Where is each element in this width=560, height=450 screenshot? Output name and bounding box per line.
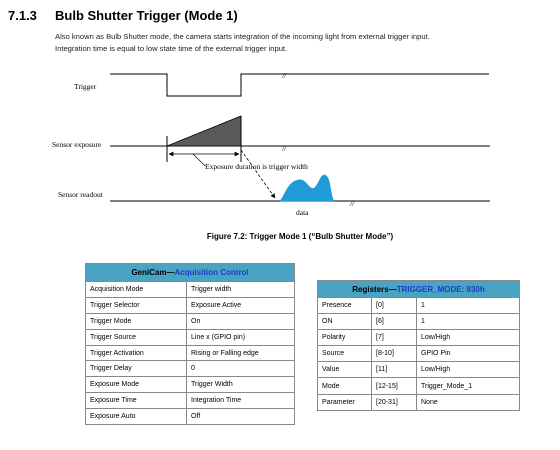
register-field: Presence [318,298,372,314]
sensor-exposure-label: Sensor exposure [52,140,102,149]
register-value: None [417,394,520,410]
register-bits: [7] [372,330,417,346]
register-field: ON [318,314,372,330]
table-row [318,394,520,410]
genicam-value: On [187,313,295,329]
genicam-value: Integration Time [187,393,295,409]
description-line-2: Integration time is equal to low state time of the external trigger input. [55,43,288,53]
table-row [318,362,520,378]
description-line-1: Also known as Bulb Shutter mode, the camera starts integration of the incoming light from external trigger input. [55,32,430,41]
registers-header-prefix: Registers— [352,284,397,294]
trigger-break-mark: // [282,71,287,80]
readout-data-blob [280,175,334,201]
register-bits: [0] [372,298,417,314]
genicam-value: Trigger Width [187,377,295,393]
genicam-key: Exposure Mode [86,377,187,393]
genicam-key: Acquisition Mode [86,282,187,298]
genicam-value: Line x (GPIO pin) [187,329,295,345]
readout-data-label: data [296,208,309,217]
table-row [86,345,295,361]
table-row [318,330,520,346]
genicam-value: 0 [187,361,295,377]
genicam-value: Off [187,409,295,425]
register-bits: [6] [372,314,417,330]
register-value: Low/High [417,330,520,346]
genicam-value: Exposure Active [187,297,295,313]
genicam-header-row [86,264,295,282]
table-row [318,314,520,330]
exposure-duration-leader [193,154,205,166]
genicam-key: Exposure Auto [86,409,187,425]
table-row [86,282,295,298]
table-row [318,346,520,362]
trigger-label: Trigger [74,82,97,91]
section-number: 7.1.3 [8,8,37,23]
register-bits: [11] [372,362,417,378]
genicam-value: Trigger width [187,282,295,298]
table-row [86,313,295,329]
genicam-header-prefix: GeniCam— [131,268,175,277]
section-title: Bulb Shutter Trigger (Mode 1) [55,8,238,23]
genicam-key: Trigger Delay [86,361,187,377]
register-value: 1 [417,298,520,314]
genicam-key: Trigger Activation [86,345,187,361]
readout-transfer-arrow [241,150,275,198]
genicam-key: Trigger Selector [86,297,187,313]
table-row [86,361,295,377]
acquisition-control-link[interactable]: Acquisition Control [174,268,249,277]
register-bits: [8-10] [372,346,417,362]
table-row [86,377,295,393]
register-field: Polarity [318,330,372,346]
table-row [318,378,520,394]
genicam-key: Trigger Mode [86,313,187,329]
table-row [86,409,295,425]
genicam-value: Rising or Falling edge [187,345,295,361]
genicam-header [86,264,295,282]
trigger-waveform [110,74,489,96]
table-row [86,393,295,409]
register-value: Trigger_Mode_1 [417,378,520,394]
register-field: Parameter [318,394,372,410]
register-bits: [12-15] [372,378,417,394]
registers-header [318,281,520,298]
figure-caption: Figure 7.2: Trigger Mode 1 (“Bulb Shutter Mode”) [206,232,394,241]
exposure-break-mark: // [282,144,287,153]
table-row [86,297,295,313]
sensor-readout-label: Sensor readout [58,190,103,199]
exposure-duration-label: Exposure duration is trigger width [205,162,308,171]
exposure-ramp [167,116,241,146]
table-row [318,298,520,314]
registers-header-row [318,281,520,298]
trigger-mode-register-link[interactable]: TRIGGER_MODE: 830h [396,284,485,294]
register-field: Mode [318,378,372,394]
register-value: Low/High [417,362,520,378]
table-row [86,329,295,345]
genicam-key: Trigger Source [86,329,187,345]
register-bits: [20-31] [372,394,417,410]
register-field: Source [318,346,372,362]
readout-break-mark: // [350,199,355,208]
register-field: Value [318,362,372,378]
genicam-key: Exposure Time [86,393,187,409]
genicam-acquisition-control-table [85,263,295,425]
register-value: 1 [417,314,520,330]
trigger-mode-registers-table [317,280,520,411]
register-value: GPIO Pin [417,346,520,362]
